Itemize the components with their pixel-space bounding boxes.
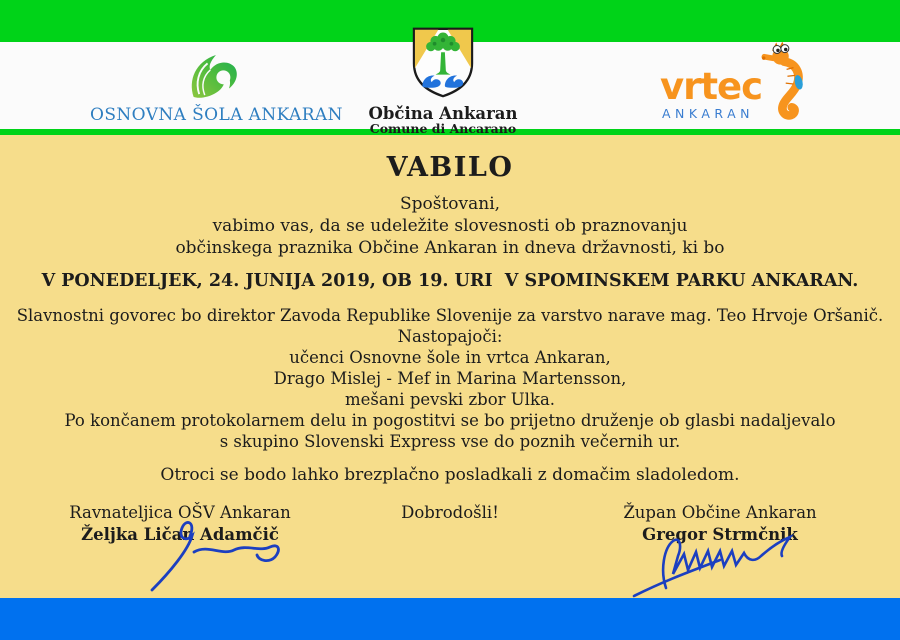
- right-signer-name: Gregor Strmčnik: [642, 525, 798, 544]
- left-signature-icon: [132, 516, 292, 605]
- municipality-subtitle: Comune di Ancarano: [369, 121, 517, 137]
- school-logo: [90, 52, 343, 125]
- after-party-line-2: s skupino Slovenski Express vse do poznih večernih ur.: [219, 432, 681, 451]
- salutation: Spoštovani,: [399, 194, 501, 214]
- icecream-line: Otroci se bodo lahko brezplačno posladkali z domačim sladoledom.: [160, 465, 740, 485]
- school-wave-icon: [188, 84, 242, 103]
- invitation-title: VABILO: [386, 152, 514, 183]
- kindergarten-subtitle: ANKARAN: [662, 106, 755, 121]
- kindergarten-name: vrtec: [660, 65, 763, 108]
- intro-line-2: občinskega praznika Občine Ankaran in dneva državnosti, ki bo: [175, 238, 725, 258]
- kindergarten-logo: [652, 40, 812, 126]
- performer-line: mešani pevski zbor Ulka.: [344, 390, 556, 409]
- intro-paragraph: [0, 193, 900, 259]
- right-signer-role: Župan Občine Ankaran: [623, 503, 817, 522]
- after-party-line-1: Po končanem protokolarnem delu in pogostitvi se bo prijetno druženje ob glasbi nadaljevalo: [64, 411, 836, 430]
- left-signer-name: Željka Ličan Adamčič: [81, 525, 279, 544]
- event-date-line: V PONEDELJEK, 24. JUNIJA 2019, OB 19. URI V SPOMINSKEM PARKU ANKARAN.: [41, 271, 859, 291]
- invitation-body: [0, 136, 900, 546]
- seahorse-icon: [758, 40, 810, 126]
- performer-line: učenci Osnovne šole in vrtca Ankaran,: [289, 348, 611, 367]
- intro-line-1: vabimo vas, da se udeležite slovesnosti ob praznovanju: [212, 216, 688, 236]
- municipality-coat-of-arms-icon: [410, 84, 476, 103]
- municipality-name: Občina Ankaran: [368, 103, 518, 123]
- performers-heading: Nastopajoči:: [397, 327, 503, 346]
- welcome-text: Dobrodošli!: [401, 503, 499, 522]
- speaker-line: Slavnostni govorec bo direktor Zavoda Republike Slovenije za varstvo narave mag. Teo Hrvoje Oršanič.: [16, 306, 884, 325]
- performer-line: Drago Mislej - Mef in Marina Martensson,: [273, 369, 627, 388]
- program-paragraph: [0, 305, 900, 452]
- school-name: OSNOVNA ŠOLA ANKARAN: [90, 105, 343, 125]
- right-signature-icon: [628, 528, 813, 607]
- left-signer-role: Ravnateljica OŠV Ankaran: [69, 503, 291, 522]
- municipality-logo: [368, 26, 518, 135]
